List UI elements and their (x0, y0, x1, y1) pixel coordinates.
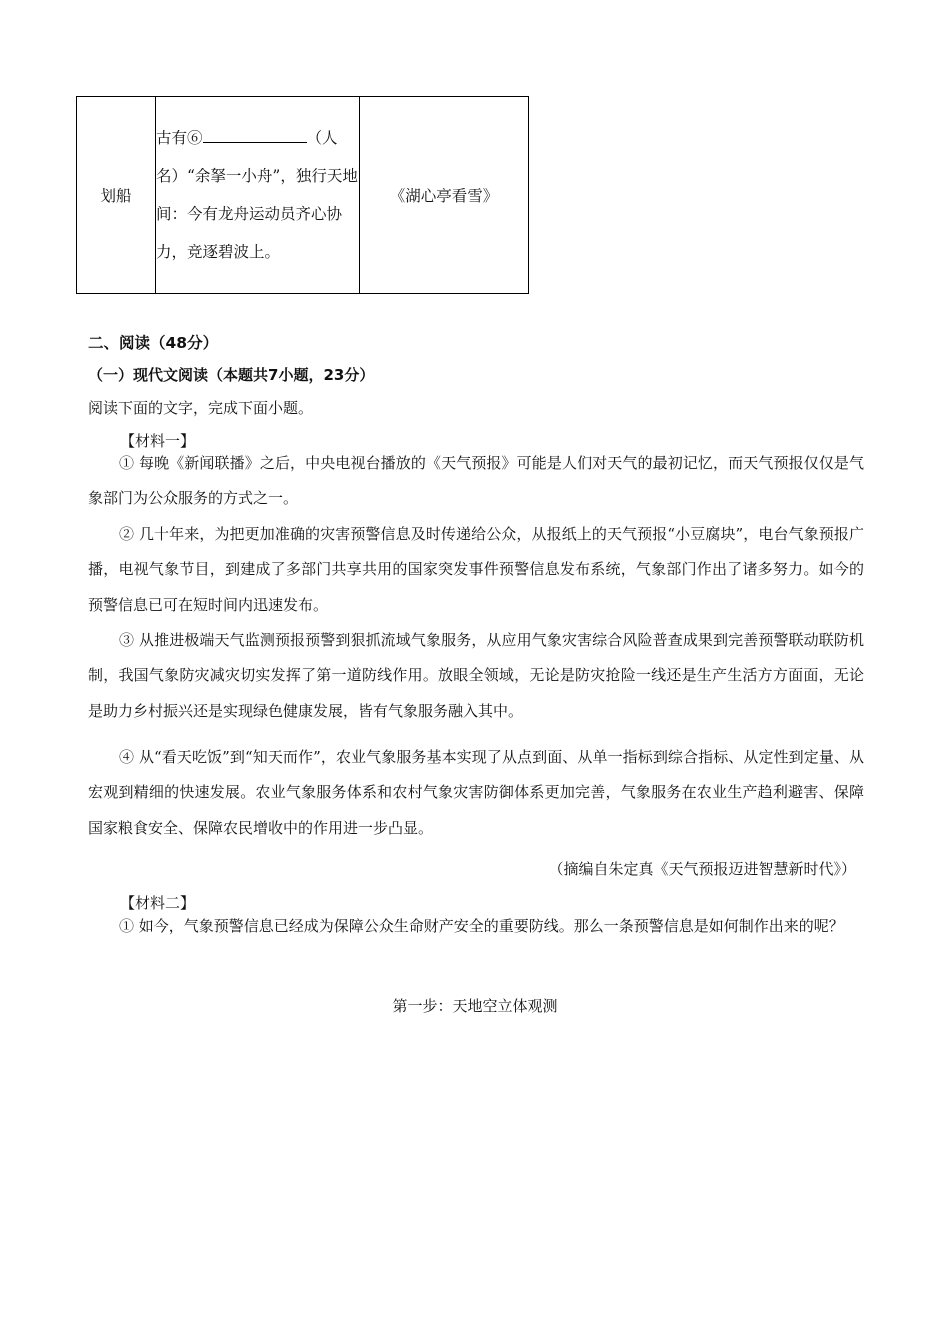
section-title: 二、阅读（48分） (88, 334, 219, 352)
fill-in-table (76, 96, 529, 294)
instruction-text: 阅读下面的文字，完成下面小题。 (88, 399, 314, 417)
section-subtitle: （一）现代文阅读（本题共7小题，23分） (88, 366, 375, 384)
material-one-paragraph-2: ② 几十年来，为把更加准确的灾害预警信息及时传递给公众，从报纸上的天气预报“小豆腐块”，电台气象预报广播，电视气象节目，到建成了多部门共享共用的国家突发事件预警信息发布系统，气象部门作出了诸多努力。如今的预警信息已可在短时间内迅速发布。 (88, 525, 864, 614)
step-caption: 第一步：天地空立体观测 (392, 997, 558, 1015)
description-suffix: （人名）“余拏一小舟”，独行天地间：今有龙舟运动员齐心协力，竞逐碧波上。 (156, 129, 358, 261)
source-cell: 《湖心亭看雪》 (360, 97, 529, 294)
material-one-label: 【材料一】 (120, 432, 196, 450)
material-two-paragraph-1: ① 如今，气象预警信息已经成为保障公众生命财产安全的重要防线。那么一条预警信息是如何制作出来的呢？ (119, 917, 844, 935)
material-one-paragraph-4: ④ 从“看天吃饭”到“知天而作”，农业气象服务基本实现了从点到面、从单一指标到综合指标、从定性到定量、从宏观到精细的快速发展。农业气象服务体系和农村气象灾害防御体系更加完善，气象服务在农业生产趋利避害、保障国家粮食安全、保障农民增收中的作用进一步凸显。 (88, 748, 864, 837)
material-one-paragraph-3: ③ 从推进极端天气监测预报预警到狠抓流域气象服务，从应用气象灾害综合风险普查成果到完善预警联动联防机制，我国气象防灾减灾切实发挥了第一道防线作用。放眼全领域，无论是防灾抢险一线还是生产生活方方面面，无论是助力乡村振兴还是实现绿色健康发展，皆有气象服务融入其中。 (88, 631, 864, 720)
description-cell (156, 97, 360, 294)
material-one-paragraph-1: ① 每晚《新闻联播》之后，中央电视台播放的《天气预报》可能是人们对天气的最初记忆，而天气预报仅仅是气象部门为公众服务的方式之一。 (88, 454, 864, 508)
material-one-source: （摘编自朱定真《天气预报迈进智慧新时代》） (548, 860, 856, 878)
answer-blank-6[interactable] (203, 127, 307, 143)
description-prefix: 古有⑥ (156, 129, 203, 147)
activity-cell: 划船 (77, 97, 156, 294)
table-row (77, 97, 529, 294)
material-two-label: 【材料二】 (120, 894, 196, 912)
